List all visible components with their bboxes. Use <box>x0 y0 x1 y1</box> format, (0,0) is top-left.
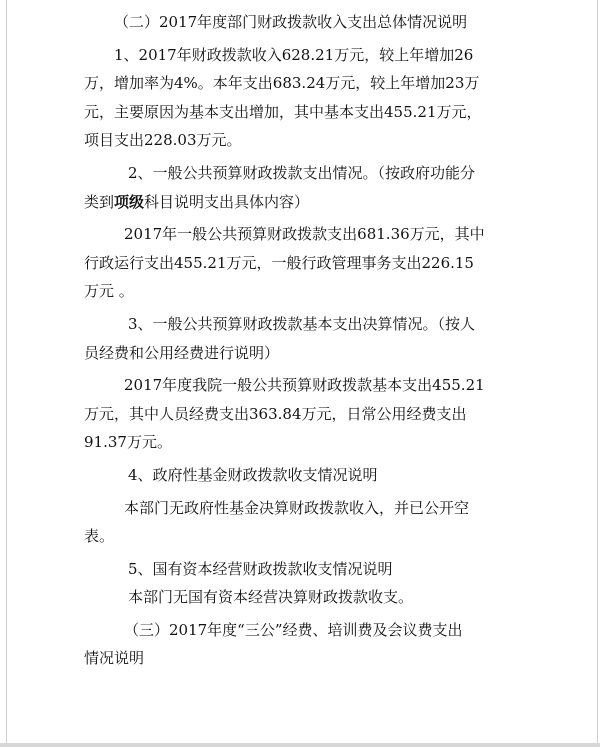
item1-line4: 项目支出228.03万元。 <box>84 131 242 150</box>
section3-title-line1: （三）2017年度“三公”经费、培训费及会议费支出 <box>124 620 463 639</box>
item1-line3: 元，主要原因为基本支出增加，其中基本支出455.21万元， <box>84 102 482 121</box>
item4-body-line1: 本部门无政府性基金决算财政拨款收入，并已公开空 <box>124 498 470 517</box>
item1-line2: 万，增加率为4%。本年支出683.24万元，较上年增加23万 <box>84 74 480 93</box>
item2-bold-term: 项级 <box>114 192 145 211</box>
item2-body-line2: 行政运行支出455.21万元，一般行政管理事务支出226.15 <box>84 253 474 272</box>
item2-prefix: 类到 <box>84 192 115 211</box>
section3-title-line2: 情况说明 <box>84 649 145 668</box>
item3-body-line3: 91.37万元。 <box>84 433 172 452</box>
item3-title-line2: 员经费和公用经费进行说明） <box>84 343 280 362</box>
item2-title-rest: 科目说明支出具体内容） <box>144 192 310 211</box>
item2-body-line3: 万元 。 <box>84 282 134 301</box>
document-body <box>84 8 520 673</box>
page-bottom-edge <box>0 743 600 747</box>
item1-line1: 1、2017年财政拨款收入628.21万元，较上年增加26 <box>114 45 474 64</box>
item4-title: 4、政府性基金财政拨款收支情况说明 <box>128 465 378 484</box>
item5-body: 本部门无国有资本经营决算财政拨款收支。 <box>128 588 414 607</box>
item5-title: 5、国有资本经营财政拨款收支情况说明 <box>128 559 393 578</box>
item2-title-line2 <box>84 188 520 217</box>
item4-body-line2: 表。 <box>84 527 115 546</box>
item2-body-line1: 2017年一般公共预算财政拨款支出681.36万元，其中 <box>124 225 485 244</box>
section2-title: （二）2017年度部门财政拨款收入支出总体情况说明 <box>114 13 468 31</box>
item2-title-line1: 2、一般公共预算财政拨款支出情况。（按政府功能分 <box>128 163 476 182</box>
item3-body-line2: 万元，其中人员经费支出363.84万元，日常公用经费支出 <box>84 404 467 423</box>
item3-title-line1: 3、一般公共预算财政拨款基本支出决算情况。（按人 <box>128 314 476 333</box>
item3-body-line1: 2017年度我院一般公共预算财政拨款基本支出455.21 <box>124 376 485 395</box>
